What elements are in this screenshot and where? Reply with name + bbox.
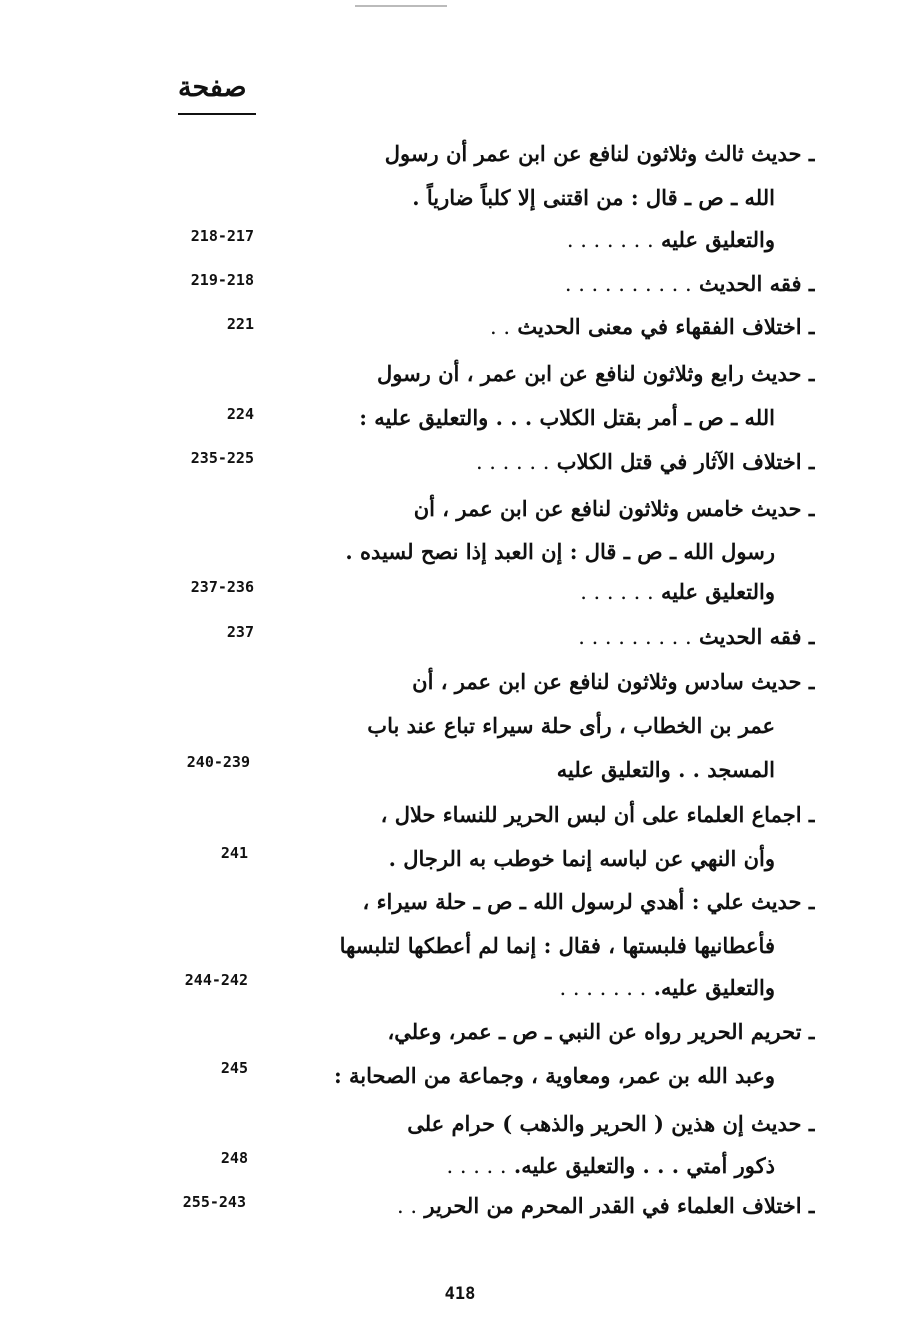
page-reference: 224	[226, 405, 254, 423]
entry-line: ـ حديث سادس وثلاثون لنافع عن ابن عمر ، أن	[412, 669, 815, 694]
entry-line: رسول الله ـ ص ـ قال : إن العبد إذا نصح لسيده .	[345, 539, 775, 564]
entry-line: وأن النهي عن لباسه إنما خوطب به الرجال .	[388, 846, 775, 871]
entry-line: ـ فقه الحديث . . . . . . . . . .	[564, 271, 815, 296]
entry-line: الله ـ ص ـ قال : من اقتنى إلا كلباً ضارياً .	[412, 185, 775, 210]
top-edge-mark	[355, 0, 447, 7]
entry-line: ـ حديث رابع وثلاثون لنافع عن ابن عمر ، أن رسول	[376, 361, 815, 386]
entry-line: ـ تحريم الحرير رواه عن النبي ـ ص ـ عمر، وعلي،	[387, 1019, 815, 1044]
entry-line: فأعطانيها فلبستها ، فقال : إنما لم أعطكها لتلبسها	[339, 933, 775, 958]
entry-line: ـ اختلاف العلماء في القدر المحرم من الحرير . .	[397, 1193, 815, 1218]
page-number: 418	[444, 1284, 476, 1304]
page-reference: 245	[220, 1059, 248, 1077]
entry-line: ـ اجماع العلماء على أن لبس الحرير للنساء حلال ،	[380, 802, 815, 827]
entry-line: ـ اختلاف الفقهاء في معنى الحديث . .	[490, 314, 815, 339]
entry-line: ذكور أمتي . . . والتعليق عليه. . . . . .	[446, 1153, 775, 1178]
page-reference: 237	[226, 623, 254, 641]
entry-line: الله ـ ص ـ أمر بقتل الكلاب . . . والتعليق عليه :	[359, 405, 775, 430]
entry-line: ـ فقه الحديث . . . . . . . . .	[578, 624, 815, 649]
entry-line: ـ حديث ثالث وثلاثون لنافع عن ابن عمر أن رسول	[384, 141, 815, 166]
page-reference: 237-236	[190, 578, 254, 596]
header-underline	[178, 113, 256, 115]
entry-line: ـ حديث خامس وثلاثون لنافع عن ابن عمر ، أن	[413, 496, 815, 521]
page-reference: 218-217	[190, 227, 254, 245]
page-reference: 219-218	[190, 271, 254, 289]
entry-line: والتعليق عليه . . . . . .	[580, 579, 775, 604]
page-reference: 240-239	[186, 753, 250, 771]
entry-line: المسجد . . والتعليق عليه	[556, 757, 775, 782]
entry-line: ـ حديث إن هذين ( الحرير والذهب ) حرام على	[407, 1111, 815, 1136]
page-reference: 248	[220, 1149, 248, 1167]
page-reference: 244-242	[184, 971, 248, 989]
entry-line: ـ حديث علي : أهدي لرسول الله ـ ص ـ حلة سيراء ،	[362, 889, 815, 914]
entry-line: عمر بن الخطاب ، رأى حلة سيراء تباع عند باب	[367, 713, 775, 738]
entry-line: ـ اختلاف الآثار في قتل الكلاب . . . . . .	[475, 449, 815, 474]
entry-line: والتعليق عليه . . . . . . .	[566, 227, 775, 252]
page-reference: 255-243	[182, 1193, 246, 1211]
page-reference: 241	[220, 844, 248, 862]
page-column-header: صفحة	[178, 72, 247, 103]
page-reference: 235-225	[190, 449, 254, 467]
page-reference: 221	[226, 315, 254, 333]
entry-line: وعبد الله بن عمر، ومعاوية ، وجماعة من الصحابة :	[333, 1063, 775, 1088]
entry-line: والتعليق عليه. . . . . . . .	[559, 975, 775, 1000]
